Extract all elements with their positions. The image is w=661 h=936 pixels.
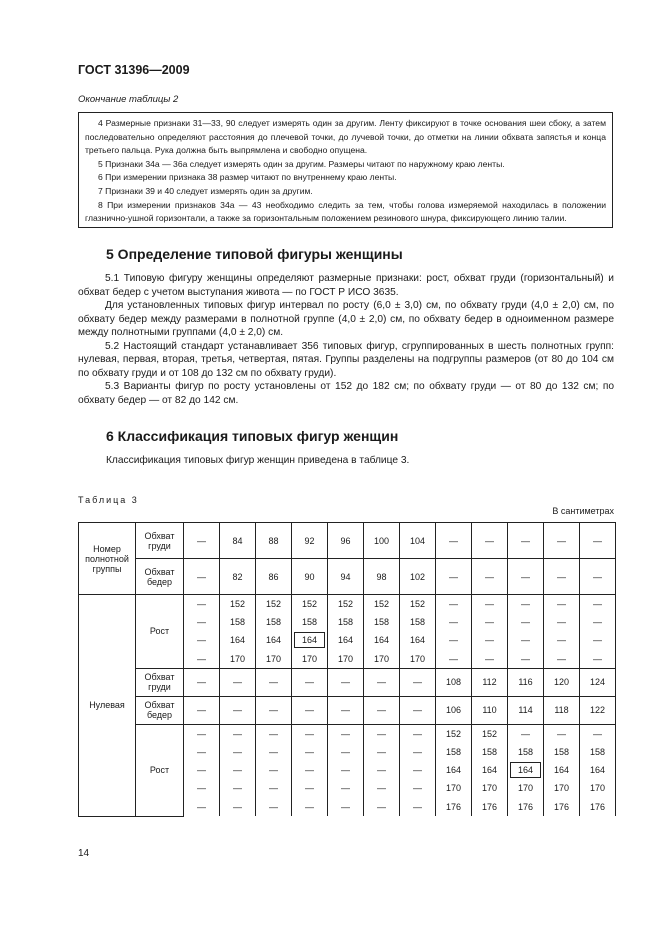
header-value-cell: 88 [256, 523, 292, 559]
table-cell: 170 [580, 779, 616, 797]
table-cell: — [472, 631, 508, 649]
table-cell: 170 [364, 650, 400, 668]
table-cell: — [256, 779, 292, 797]
table-cell: — [184, 650, 220, 668]
table-cell: 170 [256, 650, 292, 668]
table-cell: 170 [328, 650, 364, 668]
header-value-cell: — [508, 523, 544, 559]
header-param-label: Обхват груди [136, 523, 184, 559]
header-value-cell: — [184, 523, 220, 559]
header-value-cell: — [472, 559, 508, 595]
table-cell: — [400, 779, 436, 797]
table-cell: 114 [508, 696, 544, 724]
table-cell: — [292, 724, 328, 742]
header-value-cell: — [544, 523, 580, 559]
header-value-cell: 96 [328, 523, 364, 559]
table-row [79, 724, 616, 742]
table-cell: — [472, 595, 508, 613]
table-cell: — [292, 668, 328, 696]
document-header: ГОСТ 31396—2009 [78, 63, 190, 77]
header-value-cell: 84 [220, 523, 256, 559]
table-cell: — [364, 696, 400, 724]
table-cell: — [544, 613, 580, 631]
table-cell: — [292, 696, 328, 724]
note-8: 8 При измерении признаков 34а — 43 необходимо следить за тем, чтобы голова измеряемой находилась в положении глазнично-ушной горизонтали, а также за горизонтальным положением резинового шнура, фиксирующего линию талии. [85, 199, 606, 224]
table-cell: — [184, 595, 220, 613]
table-cell: 170 [400, 650, 436, 668]
header-value-cell: — [508, 559, 544, 595]
group-name-cell: Нулевая [79, 595, 136, 817]
table-cell: 152 [472, 724, 508, 742]
table-cell: — [436, 631, 472, 649]
notes-box [78, 112, 613, 228]
table-cell: — [508, 724, 544, 742]
table-cell: — [184, 631, 220, 649]
table-cell: — [292, 798, 328, 816]
table-cell [508, 761, 544, 779]
table-cell: 170 [436, 779, 472, 797]
table-cell: — [544, 631, 580, 649]
table-cell: 152 [364, 595, 400, 613]
table-cell: — [256, 742, 292, 760]
table-cell: 164 [364, 631, 400, 649]
table-cell: 164 [220, 631, 256, 649]
table-cell: 120 [544, 668, 580, 696]
header-value-cell: 92 [292, 523, 328, 559]
note-7: 7 Признаки 39 и 40 следует измерять один за другим. [98, 185, 313, 196]
table-cell: — [544, 650, 580, 668]
table-cell: — [328, 668, 364, 696]
table-cell: 122 [580, 696, 616, 724]
table-cell: — [400, 742, 436, 760]
table-cell: 170 [292, 650, 328, 668]
header-value-cell: 100 [364, 523, 400, 559]
table-cell: — [436, 595, 472, 613]
table-cell: — [292, 742, 328, 760]
table-3-label: Таблица 3 [78, 495, 139, 505]
table-cell: — [184, 798, 220, 816]
table-cell: 152 [220, 595, 256, 613]
table-cell: 158 [436, 742, 472, 760]
table-cell: — [184, 668, 220, 696]
table-cell: — [364, 742, 400, 760]
header-value-cell: 98 [364, 559, 400, 595]
table-cell: — [184, 724, 220, 742]
table-cell: — [508, 631, 544, 649]
table-cell: 106 [436, 696, 472, 724]
header-value-cell: — [580, 559, 616, 595]
table-cell: — [256, 696, 292, 724]
header-value-cell: — [436, 523, 472, 559]
boxed-value: 164 [294, 632, 325, 648]
table-cell: — [328, 761, 364, 779]
section-5-body [78, 272, 614, 407]
table-cell: 158 [364, 613, 400, 631]
table-row [79, 696, 616, 724]
classification-table [78, 522, 616, 817]
table-cell: — [220, 742, 256, 760]
table-cell: — [364, 798, 400, 816]
header-value-cell: 82 [220, 559, 256, 595]
table-row [79, 595, 616, 613]
table-cell [292, 631, 328, 649]
table-cell: — [508, 613, 544, 631]
table-cell: — [400, 668, 436, 696]
section-6-intro: Классификация типовых фигур женщин приведена в таблице 3. [106, 455, 410, 466]
table-cell: 170 [472, 779, 508, 797]
table-cell: — [580, 613, 616, 631]
table-cell: — [184, 779, 220, 797]
table-cell: — [220, 779, 256, 797]
table-cell: — [580, 724, 616, 742]
table-cell: — [436, 650, 472, 668]
table-cell: — [256, 668, 292, 696]
table-cell: — [400, 761, 436, 779]
table-cell: — [328, 779, 364, 797]
table-cell: — [364, 779, 400, 797]
table-cell: — [364, 668, 400, 696]
header-value-cell: 94 [328, 559, 364, 595]
section-6-heading: 6 Классификация типовых фигур женщин [106, 428, 399, 444]
table-cell: 158 [544, 742, 580, 760]
table-cell: 158 [400, 613, 436, 631]
table-cell: — [292, 761, 328, 779]
note-6: 6 При измерении признака 38 размер читают по внутреннему краю ленты. [98, 172, 397, 183]
table-continuation-caption: Окончание таблицы 2 [78, 94, 179, 105]
page-number: 14 [78, 848, 90, 859]
table-cell: — [328, 696, 364, 724]
table-cell: — [256, 724, 292, 742]
row-param-label: Обхват бедер [136, 696, 184, 724]
table-cell: 152 [436, 724, 472, 742]
paragraph-5-1-intervals: Для установленных типовых фигур интервал по росту (6,0 ± 3,0) см, по обхвату груди (4,0 ± 2,0) см, по обхвату бедер между размерами в полнотной группе (4,0 ± 2,0) см, по обхвату бедер в одноименном размере между полнотными группами (4,0 ± 2,0) см. [78, 300, 614, 338]
table-cell: 158 [220, 613, 256, 631]
table-header-row [79, 523, 616, 559]
table-cell: — [220, 668, 256, 696]
row-param-label: Обхват груди [136, 668, 184, 696]
table-cell: — [220, 761, 256, 779]
table-cell: 176 [580, 798, 616, 816]
table-cell: — [220, 724, 256, 742]
table-cell: — [220, 696, 256, 724]
note-4: 4 Размерные признаки 31—33, 90 следует измерять один за другим. Ленту фиксируют в точке основания шеи сбоку, а затем последовательно определяют расстояния до плечевой точки, до лучевой точки, до отметки на линии обхвата запястья и конца третьего пальца. Рука должна быть выпрямлена и свободно опущена. [85, 118, 606, 156]
table-cell: 164 [580, 761, 616, 779]
table-cell: — [508, 595, 544, 613]
row-param-label: Рост [136, 724, 184, 816]
header-value-cell: — [436, 559, 472, 595]
table-cell: 116 [508, 668, 544, 696]
row-param-label: Рост [136, 595, 184, 669]
table-cell: — [184, 742, 220, 760]
table-cell: — [400, 724, 436, 742]
table-row [79, 668, 616, 696]
table-cell: — [184, 761, 220, 779]
table-cell: 158 [328, 613, 364, 631]
table-cell: 164 [472, 761, 508, 779]
table-cell: 118 [544, 696, 580, 724]
table-cell: 176 [472, 798, 508, 816]
table-cell: 176 [436, 798, 472, 816]
table-cell: 170 [220, 650, 256, 668]
header-value-cell: — [184, 559, 220, 595]
table-cell: — [400, 798, 436, 816]
header-param-label: Обхват бедер [136, 559, 184, 595]
header-value-cell: — [472, 523, 508, 559]
table-cell: — [256, 761, 292, 779]
table-cell: 112 [472, 668, 508, 696]
table-cell: — [580, 631, 616, 649]
table-cell: 158 [256, 613, 292, 631]
table-cell: — [184, 696, 220, 724]
table-cell: — [436, 613, 472, 631]
table-cell: — [508, 650, 544, 668]
table-cell: 158 [472, 742, 508, 760]
table-cell: — [328, 742, 364, 760]
table-cell: — [580, 650, 616, 668]
table-cell: 152 [292, 595, 328, 613]
table-cell: — [292, 779, 328, 797]
table-header-row [79, 559, 616, 595]
table-cell: 164 [400, 631, 436, 649]
table-cell: — [328, 724, 364, 742]
header-value-cell: 86 [256, 559, 292, 595]
group-number-header: Номер полнотной группы [79, 523, 136, 595]
header-value-cell: 104 [400, 523, 436, 559]
paragraph-5-3: 5.3 Варианты фигур по росту установлены от 152 до 182 см; по обхвату груди — от 80 до 132 см; по обхвату бедер — от 82 до 142 см. [78, 381, 614, 406]
table-cell: 124 [580, 668, 616, 696]
table-cell: 164 [256, 631, 292, 649]
table-cell: — [472, 650, 508, 668]
table-cell: 158 [508, 742, 544, 760]
section-5-heading: 5 Определение типовой фигуры женщины [106, 246, 403, 262]
table-cell: — [184, 613, 220, 631]
table-cell: 108 [436, 668, 472, 696]
table-cell: 164 [328, 631, 364, 649]
table-cell: 170 [508, 779, 544, 797]
table-cell: 170 [544, 779, 580, 797]
table-cell: — [544, 724, 580, 742]
table-cell: — [400, 696, 436, 724]
table-cell: — [220, 798, 256, 816]
table-3-units: В сантиметрах [552, 506, 614, 516]
table-cell: 110 [472, 696, 508, 724]
paragraph-5-1: 5.1 Типовую фигуру женщины определяют размерные признаки: рост, обхват груди (горизонтальный) и обхват бедер с учетом выступания живота — по ГОСТ Р ИСО 3635. [78, 273, 614, 298]
table-cell: — [580, 595, 616, 613]
table-cell: — [328, 798, 364, 816]
table-cell: — [256, 798, 292, 816]
table-cell: 152 [256, 595, 292, 613]
table-cell: — [364, 724, 400, 742]
paragraph-5-2: 5.2 Настоящий стандарт устанавливает 356 типовых фигур, сгруппированных в шесть полнотных групп: нулевая, первая, вторая, третья, четвертая, пятая. Группы разделены на подгруппы размеров (от 80 до 104 см по обхвату груди и от 108 до 132 см по обхвату груди). [78, 340, 614, 379]
header-value-cell: — [580, 523, 616, 559]
table-cell: — [364, 761, 400, 779]
table-cell: 152 [328, 595, 364, 613]
table-cell: 164 [544, 761, 580, 779]
note-5: 5 Признаки 34а — 36а следует измерять один за другим. Размеры читают по наружному краю ленты. [98, 158, 505, 169]
table-cell: — [472, 613, 508, 631]
table-cell: 164 [436, 761, 472, 779]
table-cell: 176 [508, 798, 544, 816]
header-value-cell: 102 [400, 559, 436, 595]
table-cell: 158 [580, 742, 616, 760]
table-cell: — [544, 595, 580, 613]
table-cell: 152 [400, 595, 436, 613]
boxed-value: 164 [510, 762, 541, 778]
header-value-cell: 90 [292, 559, 328, 595]
header-value-cell: — [544, 559, 580, 595]
table-cell: 176 [544, 798, 580, 816]
table-cell: 158 [292, 613, 328, 631]
